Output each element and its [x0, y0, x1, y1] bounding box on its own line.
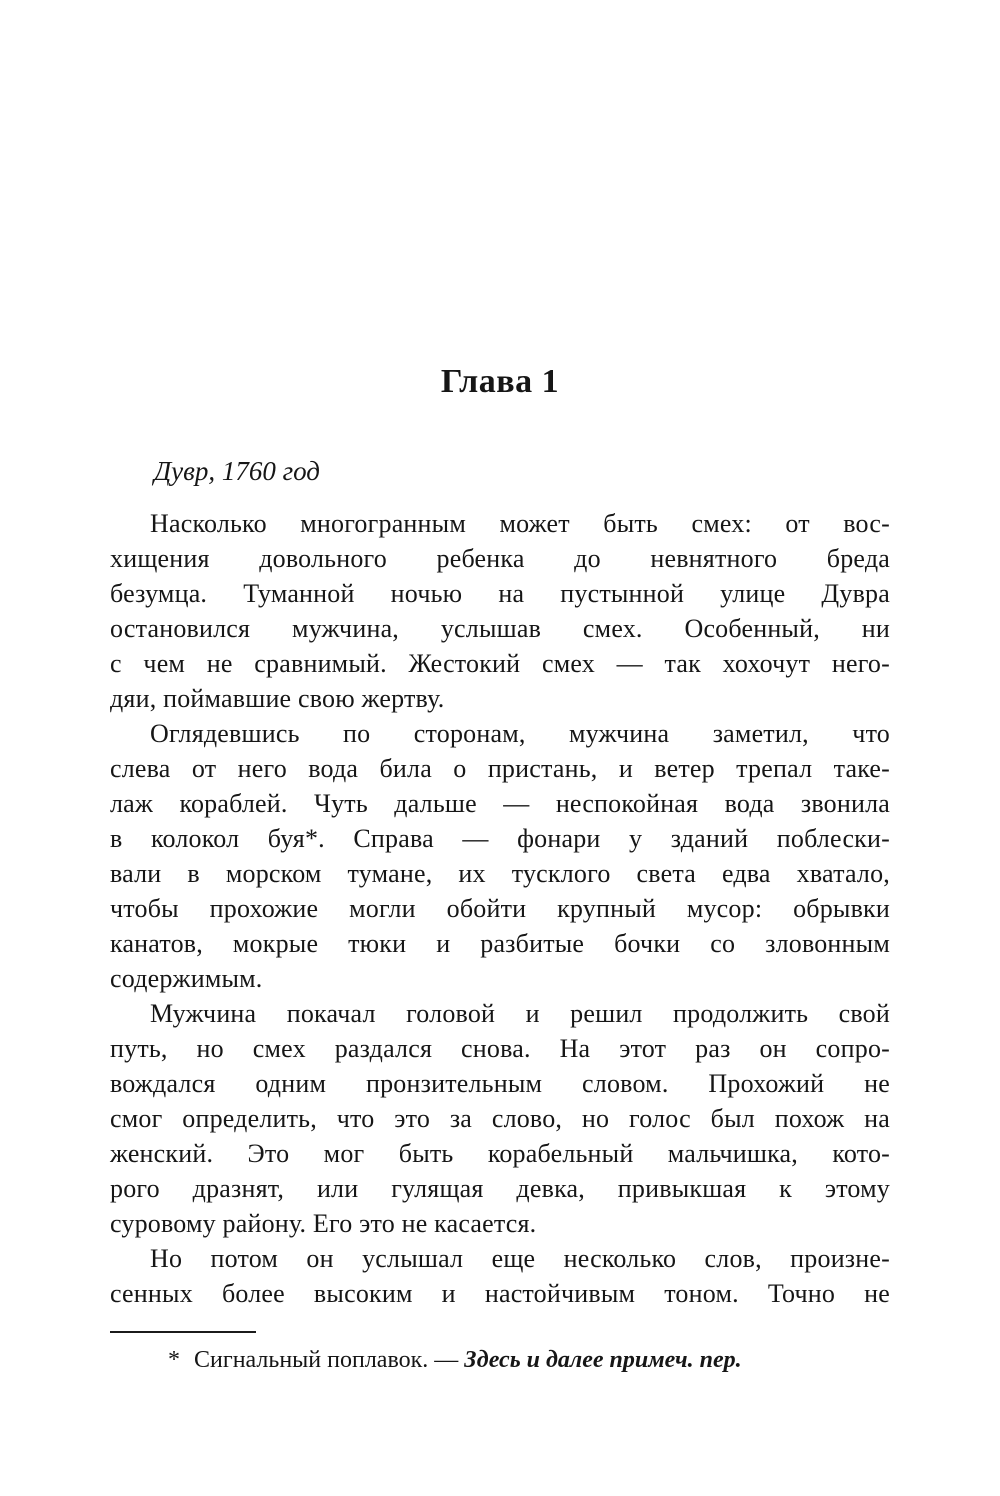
footnote-italic-text: Здесь и далее примеч. пер.: [464, 1347, 742, 1373]
text-line: дяи, поймавшие свою жертву.: [110, 684, 445, 713]
footnote-text: Сигнальный поплавок. —: [194, 1347, 459, 1373]
text-line: рого дразнят, или гулящая девка, привыкшая к этому: [110, 1174, 890, 1203]
dateline: Дувр, 1760 год: [154, 456, 320, 486]
text-line: содержимым.: [110, 964, 263, 993]
text-line: слева от него вода била о пристань, и ветер трепал таке-: [110, 754, 890, 783]
text-line: Но потом он услышал еще несколько слов, произне-: [150, 1244, 890, 1273]
text-line: Мужчина покачал головой и решил продолжить свой: [150, 999, 890, 1028]
text-line: Насколько многогранным может быть смех: от вос-: [150, 509, 890, 538]
text-line: вождался одним пронзительным словом. Прохожий не: [110, 1069, 890, 1098]
text-line: лаж кораблей. Чуть дальше — неспокойная вода звонила: [110, 789, 890, 818]
text-line: с чем не сравнимый. Жестокий смех — так хохочут него-: [110, 649, 890, 678]
text-line: вали в морском тумане, их тусклого света едва хватало,: [110, 859, 890, 888]
text-line: остановился мужчина, услышав смех. Особенный, ни: [110, 614, 890, 643]
footnote: [110, 1345, 890, 1375]
text-line: суровому району. Его это не касается.: [110, 1209, 537, 1238]
text-line: чтобы прохожие могли обойти крупный мусор: обрывки: [110, 894, 890, 923]
text-line: Оглядевшись по сторонам, мужчина заметил, что: [150, 719, 890, 748]
text-line: женский. Это мог быть корабельный мальчишка, кото-: [110, 1139, 890, 1168]
text-line: сенных более высоким и настойчивым тоном. Точно не: [110, 1279, 890, 1308]
text-line: в колокол буя*. Справа — фонари у зданий поблески-: [110, 824, 890, 853]
text-line: хищения довольного ребенка до невнятного бреда: [110, 544, 890, 573]
footnote-marker: *: [168, 1347, 180, 1373]
chapter-title: Глава 1: [440, 363, 560, 400]
body-text: [110, 506, 890, 1311]
text-line: смог определить, что это за слово, но голос был похож на: [110, 1104, 890, 1133]
footnote-divider: [110, 1331, 256, 1333]
book-page: [110, 0, 890, 1375]
text-line: канатов, мокрые тюки и разбитые бочки со зловонным: [110, 929, 890, 958]
text-line: безумца. Туманной ночью на пустынной улице Дувра: [110, 579, 890, 608]
text-line: путь, но смех раздался снова. На этот раз он сопро-: [110, 1034, 890, 1063]
